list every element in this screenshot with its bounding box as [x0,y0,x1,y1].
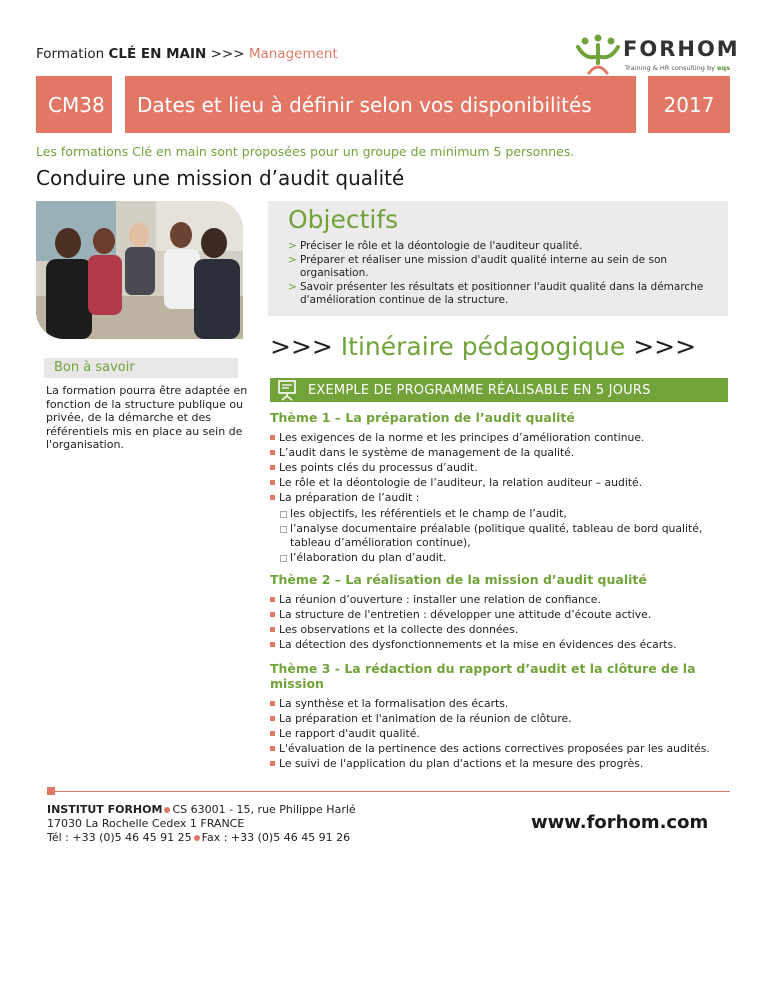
footer-org: INSTITUT FORHOM [47,803,163,816]
logo-tagline [625,64,730,72]
footer-line-3 [47,831,356,845]
itinerary-arrows-left: >>> [270,332,333,361]
team-photo-illustration [36,201,243,339]
objectives-list [288,240,718,307]
theme-item: La détection des dysfonctionnements et la mise en évidences des écarts. [270,637,730,652]
theme-subitem: l’analyse documentaire préalable (politique qualité, tableau de bord qualité, tableau d’amélioration continue), [280,522,730,551]
course-year: 2017 [648,76,730,133]
theme-item: La structure de l'entretien : développer une attitude d’écoute active. [270,607,730,622]
logo-tagline-text: Training & HR consulting by [625,64,715,72]
footer-address-1: CS 63001 - 15, rue Philippe Harlé [172,803,356,816]
theme-item: La réunion d’ouverture : installer une relation de confiance. [270,592,730,607]
website-link[interactable]: www.forhom.com [531,812,709,833]
theme-item: La préparation de l’audit : [270,490,730,505]
program-label: EXEMPLE DE PROGRAMME RÉALISABLE EN 5 JOURS [308,382,651,398]
team-photo [36,201,243,339]
theme-1-list [270,430,730,505]
objective-item: > Préparer et réaliser une mission d'audit qualité interne au sein de son organisation. [288,254,718,280]
itinerary-arrows-right: >>> [633,332,697,361]
theme-item: Les points clés du processus d’audit. [270,460,730,475]
course-dates: Dates et lieu à définir selon vos disponibilités [125,76,636,133]
footer-fax: Fax : +33 (0)5 46 45 91 26 [201,831,351,844]
theme-item: Le rapport d'audit qualité. [270,726,730,741]
group-notice: Les formations Clé en main sont proposées pour un groupe de minimum 5 personnes. [36,144,575,159]
theme-item: La préparation et l'animation de la réunion de clôture. [270,711,730,726]
theme-1-sublist [280,507,730,565]
footer-divider [47,791,730,792]
objective-item: > Préciser le rôle et la déontologie de l'auditeur qualité. [288,240,718,253]
course-code: CM38 [36,76,112,133]
theme-item: Le suivi de l'application du plan d'actions et la mesure des progrès. [270,756,730,771]
footer-tel: Tél : +33 (0)5 46 45 91 25 [47,831,192,844]
header-arrows: >>> [210,46,245,62]
formation-category: Management [248,46,338,62]
itinerary-heading [270,332,696,361]
bullet-dot-icon [194,835,200,841]
forhom-logo [575,33,740,75]
theme-item: Les exigences de la norme et les principes d’amélioration continue. [270,430,730,445]
theme-1-title: Thème 1 – La préparation de l’audit qualité [270,410,575,425]
presentation-board-icon [274,378,300,402]
objective-item: > Savoir présenter les résultats et positionner l'audit qualité dans la démarche d'amélioration continue de la structure. [288,281,718,307]
theme-item: La synthèse et la formalisation des écarts. [270,696,730,711]
theme-item: Les observations et la collecte des données. [270,622,730,637]
bullet-dot-icon [164,807,170,813]
itinerary-title: Itinéraire pédagogique [340,332,626,361]
logo-wordmark: FORHOM [623,37,740,61]
theme-3-title: Thème 3 - La rédaction du rapport d’audit et la clôture de la mission [270,661,696,691]
footer-line-1 [47,803,356,817]
footer-address [47,803,356,845]
good-to-know-text: La formation pourra être adaptée en fonction de la structure publique ou privée, de la démarche et des référentiels mis en place au sein de l'organisation. [46,384,248,451]
objectives-title: Objectifs [288,205,399,234]
theme-subitem: l’élaboration du plan d’audit. [280,551,730,566]
theme-2-title: Thème 2 – La réalisation de la mission d’audit qualité [270,572,647,587]
theme-item: L’audit dans le système de management de la qualité. [270,445,730,460]
formation-header [36,46,338,62]
formation-prefix: Formation [36,46,105,62]
theme-2-list [270,592,730,652]
theme-3-list [270,696,730,771]
themes-section [270,410,730,771]
footer-address-2: 17030 La Rochelle Cedex 1 FRANCE [47,817,245,830]
objectives-panel [268,201,728,316]
logo-people-icon [575,33,621,75]
formation-type: CLÉ EN MAIN [108,46,207,62]
theme-subitem: les objectifs, les référentiels et le champ de l’audit, [280,507,730,522]
program-bar [270,378,728,402]
logo-partner: eqs [717,64,730,72]
theme-item: Le rôle et la déontologie de l’auditeur, la relation auditeur – audité. [270,475,730,490]
course-title: Conduire une mission d’audit qualité [36,166,405,190]
good-to-know-title: Bon à savoir [44,358,238,378]
theme-item: L'évaluation de la pertinence des actions correctives proposées par les audités. [270,741,730,756]
